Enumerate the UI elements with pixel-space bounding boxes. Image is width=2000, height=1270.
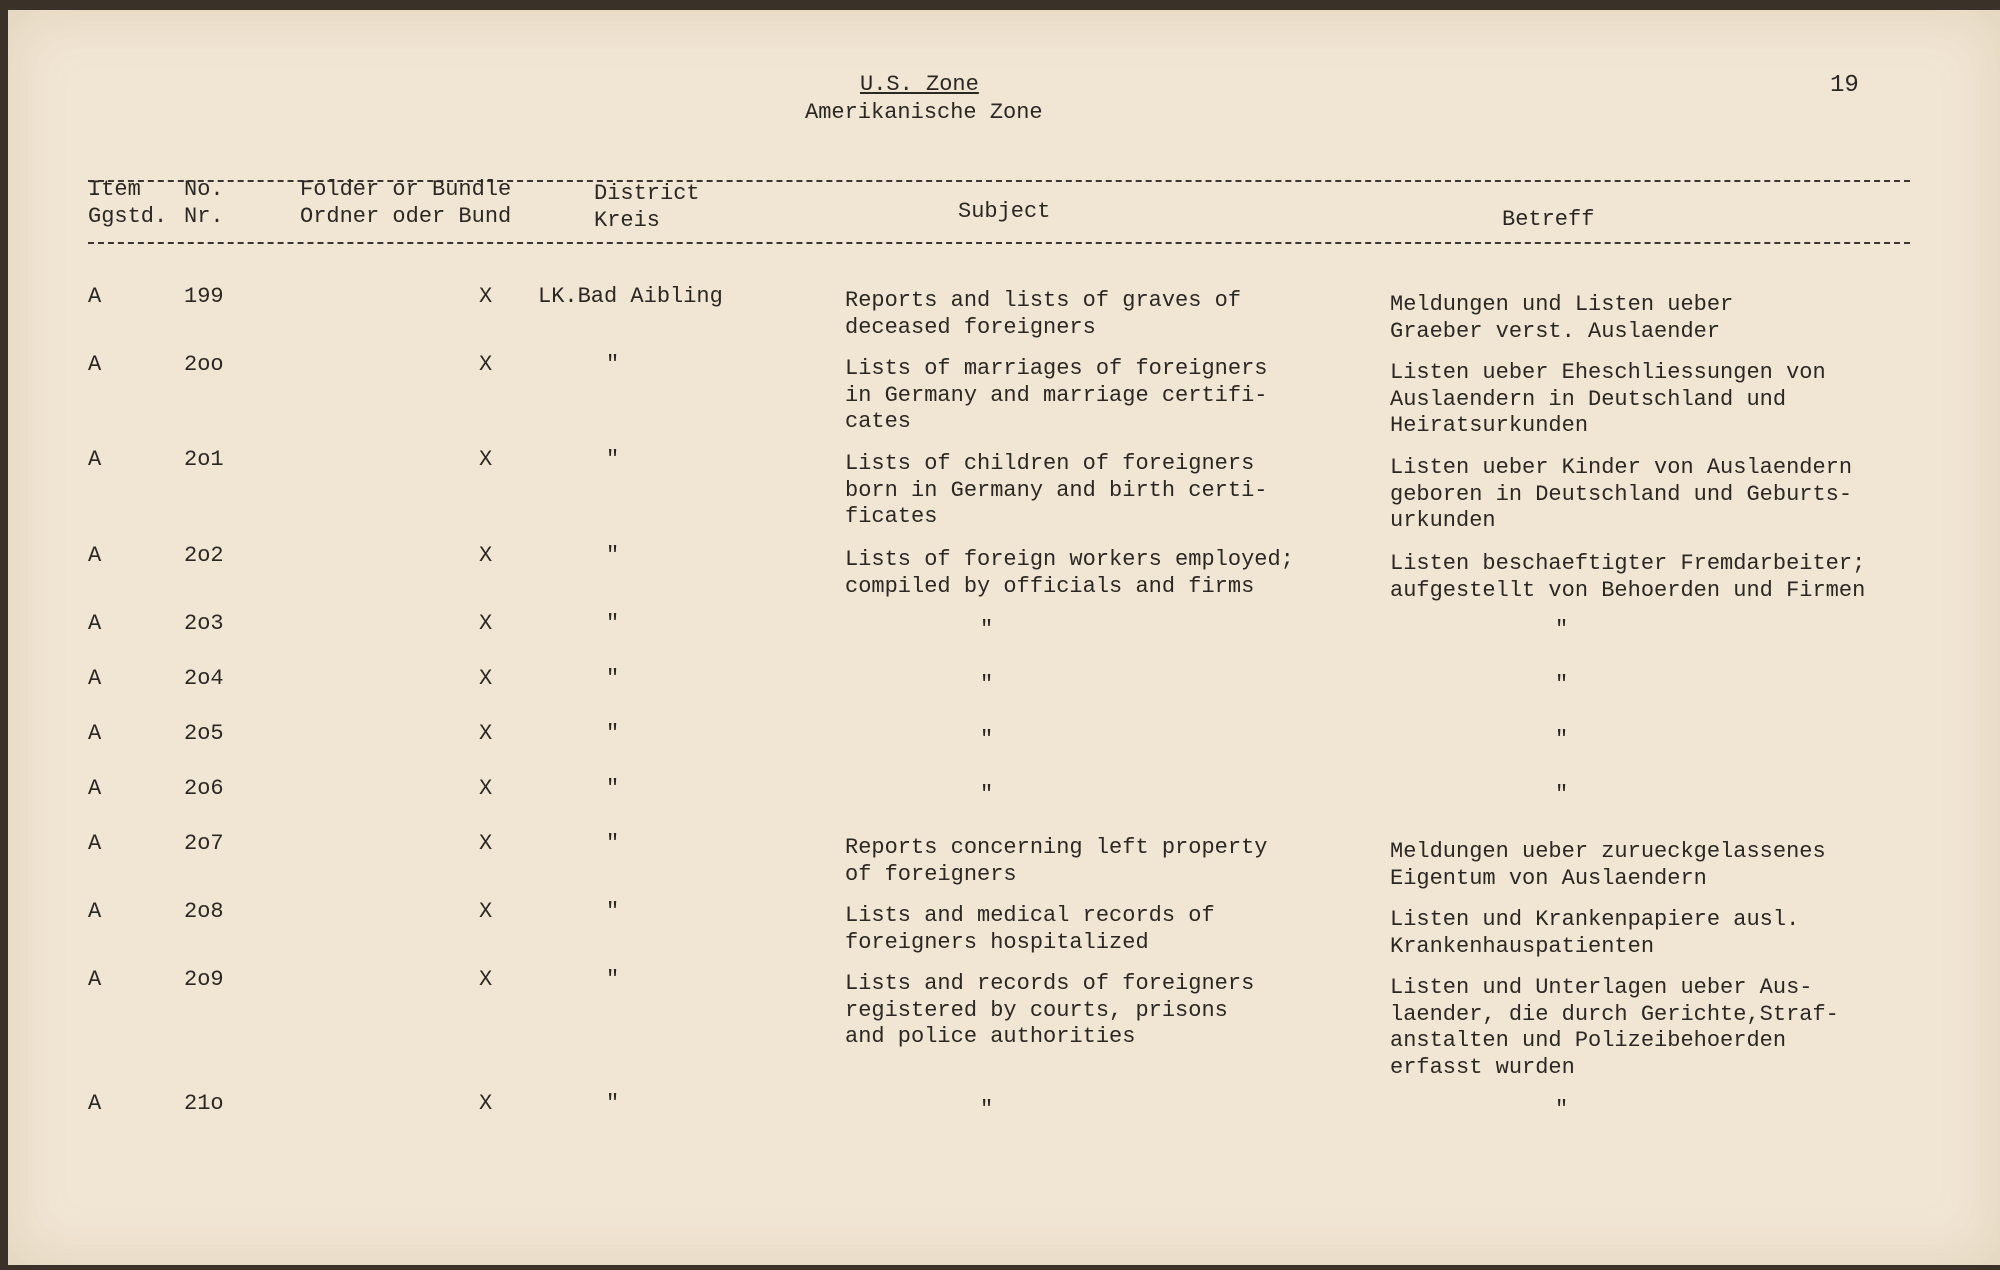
item-cell: A — [88, 967, 102, 992]
col-header-folder: Folder or Bundle Ordner oder Bund — [300, 177, 512, 229]
table-row — [0, 666, 2000, 697]
number-cell: 2o5 — [184, 721, 224, 746]
number-cell: 2o9 — [184, 967, 224, 992]
betreff-cell: Listen ueber Kinder von Auslaendern geboren in Deutschland und Geburts- urkunden — [1390, 455, 1853, 533]
subject-cell: " — [980, 617, 994, 642]
betreff-cell: " — [1555, 727, 1569, 752]
col-header-subject: Subject — [958, 199, 1051, 224]
district-cell: " — [606, 831, 620, 856]
folder-mark-cell: X — [479, 611, 493, 636]
item-cell: A — [88, 447, 102, 472]
folder-mark-cell: X — [479, 447, 493, 472]
col-header-district: District Kreis — [594, 181, 700, 233]
number-cell: 21o — [184, 1091, 224, 1116]
table-row — [0, 776, 2000, 807]
betreff-cell: " — [1555, 782, 1569, 807]
folder-mark-cell: X — [479, 543, 493, 568]
folder-mark-cell: X — [479, 1091, 493, 1116]
district-cell: LK.Bad Aibling — [538, 284, 723, 309]
folder-mark-cell: X — [479, 284, 493, 309]
item-cell: A — [88, 284, 102, 309]
item-cell: A — [88, 666, 102, 691]
table-row — [0, 543, 2000, 603]
item-cell: A — [88, 776, 102, 801]
subject-cell: " — [980, 1097, 994, 1122]
table-row — [0, 352, 2000, 438]
folder-mark-cell: X — [479, 721, 493, 746]
district-cell: " — [606, 776, 620, 801]
table-row — [0, 831, 2000, 891]
folder-mark-cell: X — [479, 666, 493, 691]
item-cell: A — [88, 352, 102, 377]
table-row — [0, 967, 2000, 1080]
betreff-cell: Listen ueber Eheschliessungen von Auslaendern in Deutschland und Heiratsurkunden — [1390, 360, 1826, 438]
subject-cell: Lists and records of foreigners registered by courts, prisons and police authorities — [845, 971, 1255, 1049]
betreff-cell: " — [1555, 1097, 1569, 1122]
subject-cell: Lists of foreign workers employed; compiled by officials and firms — [845, 547, 1294, 599]
zone-title-english: U.S. Zone — [860, 72, 979, 97]
number-cell: 2o7 — [184, 831, 224, 856]
number-cell: 2oo — [184, 352, 224, 377]
table-row — [0, 1091, 2000, 1122]
number-cell: 2o3 — [184, 611, 224, 636]
page-number: 19 — [1830, 72, 1859, 99]
number-cell: 2o2 — [184, 543, 224, 568]
subject-cell: " — [980, 672, 994, 697]
betreff-cell: Listen und Unterlagen ueber Aus- laender, die durch Gerichte,Straf- anstalten und Polizeibehoerden erfasst wurden — [1390, 975, 1839, 1080]
district-cell: " — [606, 666, 620, 691]
number-cell: 2o1 — [184, 447, 224, 472]
subject-cell: " — [980, 782, 994, 807]
number-cell: 2o8 — [184, 899, 224, 924]
number-cell: 2o4 — [184, 666, 224, 691]
table-row — [0, 284, 2000, 344]
number-cell: 2o6 — [184, 776, 224, 801]
col-header-item: Item Ggstd. — [88, 177, 168, 229]
item-cell: A — [88, 721, 102, 746]
betreff-cell: Listen und Krankenpapiere ausl. Krankenhauspatienten — [1390, 907, 1800, 959]
betreff-cell: Meldungen ueber zurueckgelassenes Eigentum von Auslaendern — [1390, 839, 1826, 891]
betreff-cell: " — [1555, 672, 1569, 697]
table-row — [0, 611, 2000, 642]
table-row — [0, 721, 2000, 752]
item-cell: A — [88, 611, 102, 636]
subject-cell: Lists of marriages of foreigners in Germany and marriage certifi- cates — [845, 356, 1268, 434]
subject-cell: Reports concerning left property of foreigners — [845, 835, 1268, 887]
col-header-betreff: Betreff — [1502, 207, 1595, 232]
subject-cell: Reports and lists of graves of deceased foreigners — [845, 288, 1242, 340]
betreff-cell: Listen beschaeftigter Fremdarbeiter; aufgestellt von Behoerden und Firmen — [1390, 551, 1866, 603]
table-row — [0, 447, 2000, 533]
district-cell: " — [606, 1091, 620, 1116]
subject-cell: Lists of children of foreigners born in Germany and birth certi- ficates — [845, 451, 1268, 529]
header-rule-bottom — [88, 242, 1910, 244]
district-cell: " — [606, 543, 620, 568]
district-cell: " — [606, 611, 620, 636]
subject-cell: " — [980, 727, 994, 752]
zone-title-german: Amerikanische Zone — [805, 100, 1043, 125]
col-header-no: No. Nr. — [184, 177, 224, 229]
folder-mark-cell: X — [479, 967, 493, 992]
item-cell: A — [88, 543, 102, 568]
folder-mark-cell: X — [479, 899, 493, 924]
betreff-cell: Meldungen und Listen ueber Graeber verst. Auslaender — [1390, 292, 1734, 344]
item-cell: A — [88, 1091, 102, 1116]
betreff-cell: " — [1555, 617, 1569, 642]
item-cell: A — [88, 899, 102, 924]
district-cell: " — [606, 352, 620, 377]
district-cell: " — [606, 899, 620, 924]
district-cell: " — [606, 447, 620, 472]
district-cell: " — [606, 967, 620, 992]
number-cell: 199 — [184, 284, 224, 309]
table-row — [0, 899, 2000, 959]
item-cell: A — [88, 831, 102, 856]
folder-mark-cell: X — [479, 776, 493, 801]
folder-mark-cell: X — [479, 831, 493, 856]
subject-cell: Lists and medical records of foreigners hospitalized — [845, 903, 1215, 955]
district-cell: " — [606, 721, 620, 746]
folder-mark-cell: X — [479, 352, 493, 377]
